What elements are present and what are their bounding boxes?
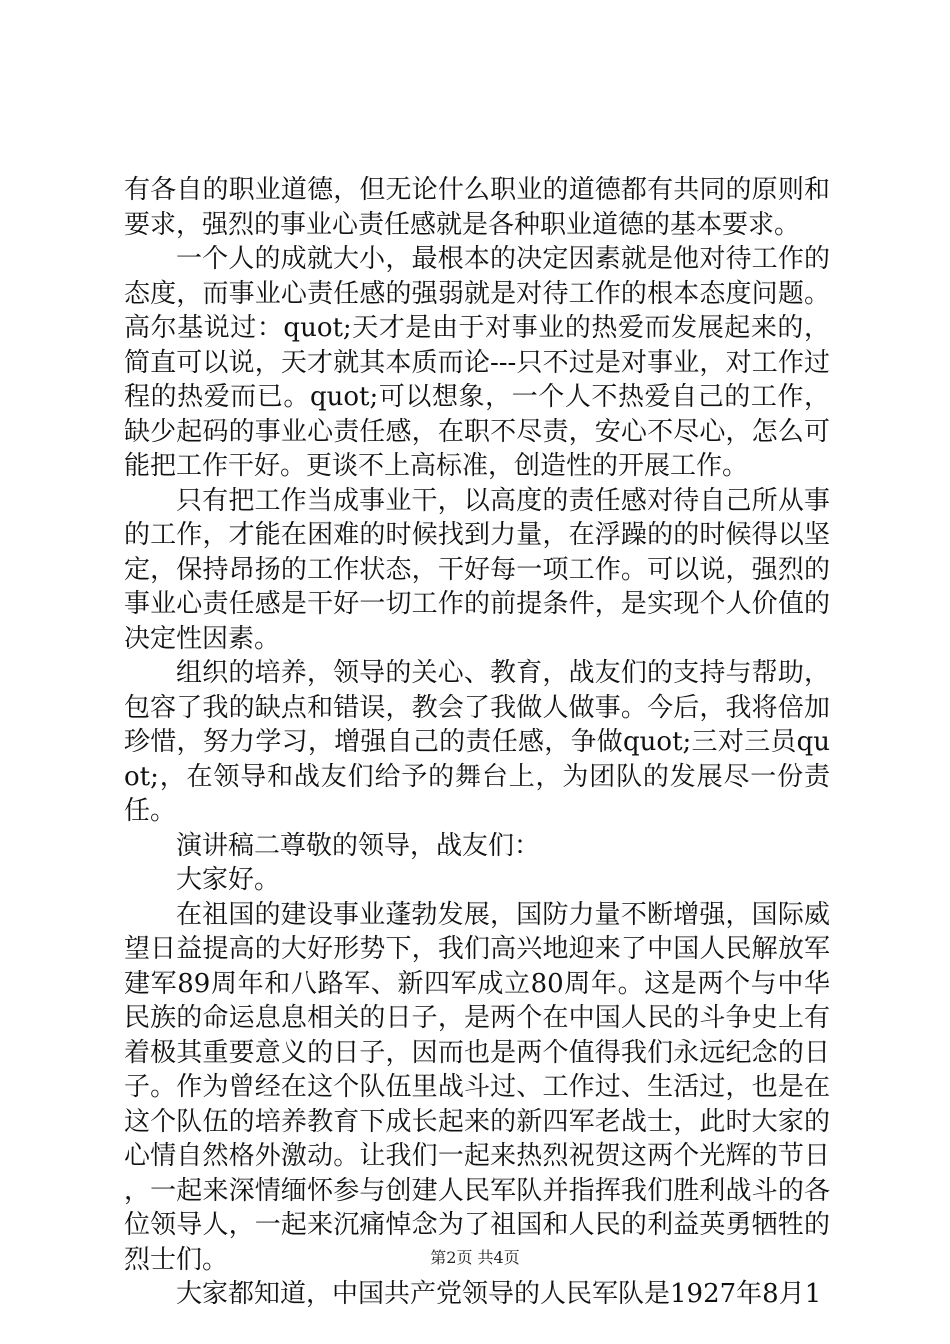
page-footer [0,1248,950,1268]
paragraph-3: 只有把工作当成事业干，以高度的责任感对待自己所从事的工作，才能在困难的时候找到力量，在浮躁的的时候得以坚定，保持昂扬的工作状态，干好每一项工作。可以说，强烈的事业心责任感是干好一切工作的前提条件，是实现个人价值的决定性因素。 [124,485,830,654]
page-number-label: 第2页 共4页 [430,1248,520,1267]
paragraph-6-greeting: 大家好。 [176,865,281,895]
paragraph-7: 在祖国的建设事业蓬勃发展，国防力量不断增强，国际威望日益提高的大好形势下，我们高兴地迎来了中国人民解放军建军89周年和八路军、新四军成立80周年。这是两个与中华民族的命运息息相关的日子，是两个在中国人民的斗争史上有着极其重要意义的日子，因而也是两个值得我们永远纪念的日子。作为曾经在这个队伍里战斗过、工作过、生活过，也是在这个队伍的培养教育下成长起来的新四军老战士，此时大家的心情自然格外激动。让我们一起来热烈祝贺这两个光辉的节日，一起来深情缅怀参与创建人民军队并指挥我们胜利战斗的各位领导人，一起来沉痛悼念为了祖国和人民的利益英勇牺牲的烈士们。 [124,899,830,1275]
paragraph-5-heading: 演讲稿二尊敬的领导，战友们： [176,830,541,861]
paragraph-1: 有各自的职业道德，但无论什么职业的道德都有共同的原则和要求，强烈的事业心责任感就是各种职业道德的基本要求。 [124,175,830,240]
body-text [124,173,830,1312]
paragraph-8: 大家都知道，中国共产党领导的人民军队是1927年8月1 [176,1279,822,1309]
paragraph-2: 一个人的成就大小，最根本的决定因素就是他对待工作的态度，而事业心责任感的强弱就是对待工作的根本态度问题。高尔基说过：quot;天才是由于对事业的热爱而发展起来的，简直可以说，天才就其本质而论---只不过是对事业，对工作过程的热爱而已。quot;可以想象，一个人不热爱自己的工作，缺少起码的事业心责任感，在职不尽责，安心不尽心，怎么可能把工作干好。更谈不上高标准，创造性的开展工作。 [124,244,830,481]
paragraph-4: 组织的培养，领导的关心、教育，战友们的支持与帮助，包容了我的缺点和错误，教会了我做人做事。今后，我将倍加珍惜，努力学习，增强自己的责任感，争做quot;三对三员quot;，在领导和战友们给予的舞台上，为团队的发展尽一份责任。 [124,658,830,826]
